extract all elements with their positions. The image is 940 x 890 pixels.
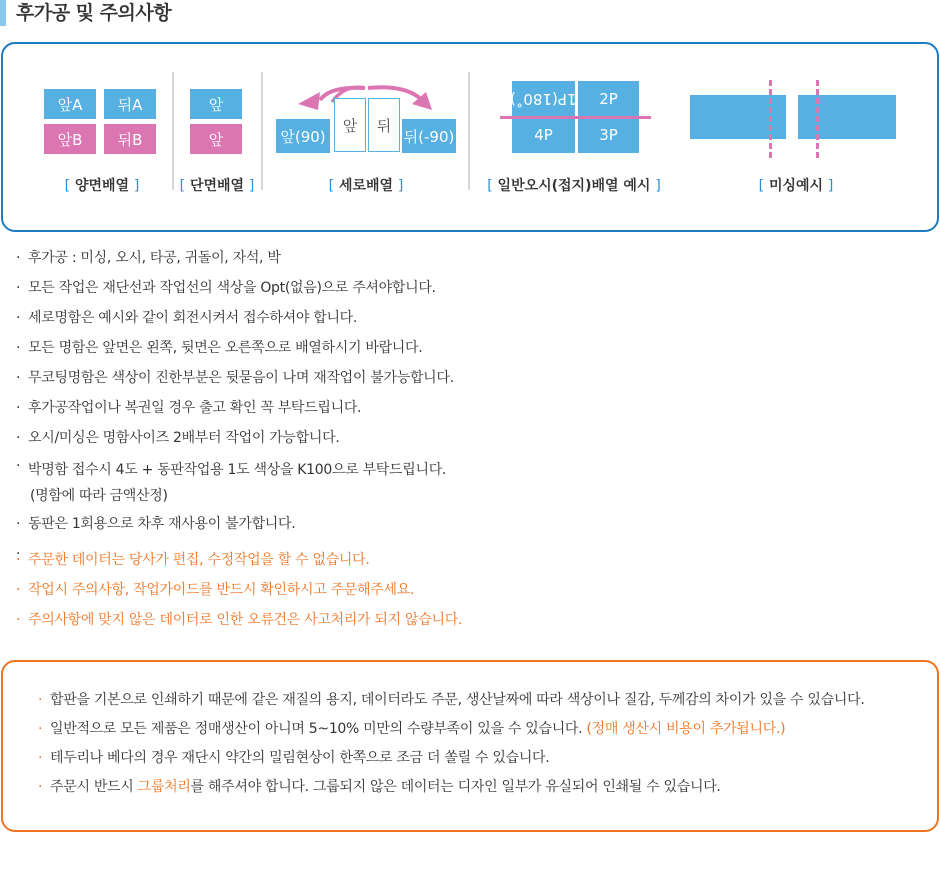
front-a-block: 앞A	[44, 89, 96, 119]
list-item: · 주의사항에 맞지 않은 데이터로 인한 오류건은 사고처리가 되지 않습니다.	[16, 605, 462, 635]
front-90-block: 앞(90)	[276, 119, 330, 153]
list-item: · 합판을 기본으로 인쇄하기 때문에 같은 재질의 용지, 데이터라도 주문, 생산날짜에 따라 색상이나 질감, 두께감의 차이가 있을 수 있습니다.	[38, 686, 864, 715]
page-2p-block: 2P	[578, 81, 639, 117]
perforation-line	[769, 80, 772, 158]
perforation-line	[816, 80, 819, 158]
list-item: · 세로명함은 예시와 같이 회전시켜서 접수하셔야 합니다.	[16, 303, 462, 333]
list-item: · 후가공 : 미싱, 오시, 타공, 귀돌이, 자석, 박	[16, 243, 462, 273]
double-sided-caption: [ 양면배열 ]	[64, 178, 140, 194]
single-sided-caption: [ 단면배열 ]	[179, 178, 255, 194]
front-b-block: 앞B	[44, 124, 96, 154]
vertical-caption: [ 세로배열 ]	[328, 178, 404, 194]
divider	[261, 72, 263, 190]
list-item: · 작업시 주의사항, 작업가이드를 반드시 확인하시고 주문해주세요.	[16, 575, 462, 605]
perforation-card-right	[798, 95, 896, 139]
list-item: · 모든 작업은 재단선과 작업선의 색상을 Opt(없음)으로 주셔야합니다.	[16, 273, 462, 303]
list-item: · 동판은 1회용으로 차후 재사용이 불가합니다.	[16, 509, 462, 539]
list-item: · 일반적으로 모든 제품은 정매생산이 아니며 5~10% 미만의 수량부족이 있을 수 있습니다. (정매 생산시 비용이 추가됩니다.)	[38, 715, 864, 744]
list-item: · 주문한 데이터는 당사가 편집, 수정작업을 할 수 없습니다.	[16, 545, 462, 575]
page-3p-block: 3P	[578, 117, 639, 153]
list-item: · 오시/미싱은 명함사이즈 2배부터 작업이 가능합니다.	[16, 423, 462, 453]
divider	[172, 72, 174, 190]
warning-list	[38, 686, 864, 802]
page-1p-block: 1P(180˚)	[512, 81, 575, 117]
list-item: · 무코팅명함은 색상이 진한부분은 뒷묻음이 나며 재작업이 불가능합니다.	[16, 363, 462, 393]
back-a-block: 뒤A	[104, 89, 156, 119]
page-4p-block: 4P	[512, 117, 575, 153]
front-vertical-card: 앞	[334, 98, 366, 152]
list-item: · 후가공작업이나 복권일 경우 출고 확인 꼭 부탁드립니다.	[16, 393, 462, 423]
front-block-1: 앞	[190, 89, 242, 119]
fold-caption: [ 일반오시(접지)배열 예시 ]	[487, 178, 661, 194]
list-item: · 박명함 접수시 4도 + 동판작업용 1도 색상을 K100으로 부탁드립니다. (명함에 따라 금액산정)	[16, 453, 462, 509]
list-item: · 모든 명함은 앞면은 왼쪽, 뒷면은 오른쪽으로 배열하시기 바랍니다.	[16, 333, 462, 363]
title-accent-bar	[0, 0, 6, 26]
back-vertical-card: 뒤	[368, 98, 400, 152]
list-item: · 주문시 반드시 그룹처리를 해주셔야 합니다. 그룹되지 않은 데이터는 디자인 일부가 유실되어 인쇄될 수 있습니다.	[38, 773, 864, 802]
fold-line	[500, 116, 651, 119]
list-item: · 테두리나 베다의 경우 재단시 약간의 밀림현상이 한쪽으로 조금 더 쏠릴 수 있습니다.	[38, 744, 864, 773]
section-title: 후가공 및 주의사항	[16, 2, 172, 24]
front-block-2: 앞	[190, 124, 242, 154]
back-minus-90-block: 뒤(-90)	[402, 119, 456, 153]
perforation-caption: [ 미싱예시 ]	[758, 178, 834, 194]
back-b-block: 뒤B	[104, 124, 156, 154]
divider	[468, 72, 470, 190]
notes-list	[16, 243, 462, 635]
